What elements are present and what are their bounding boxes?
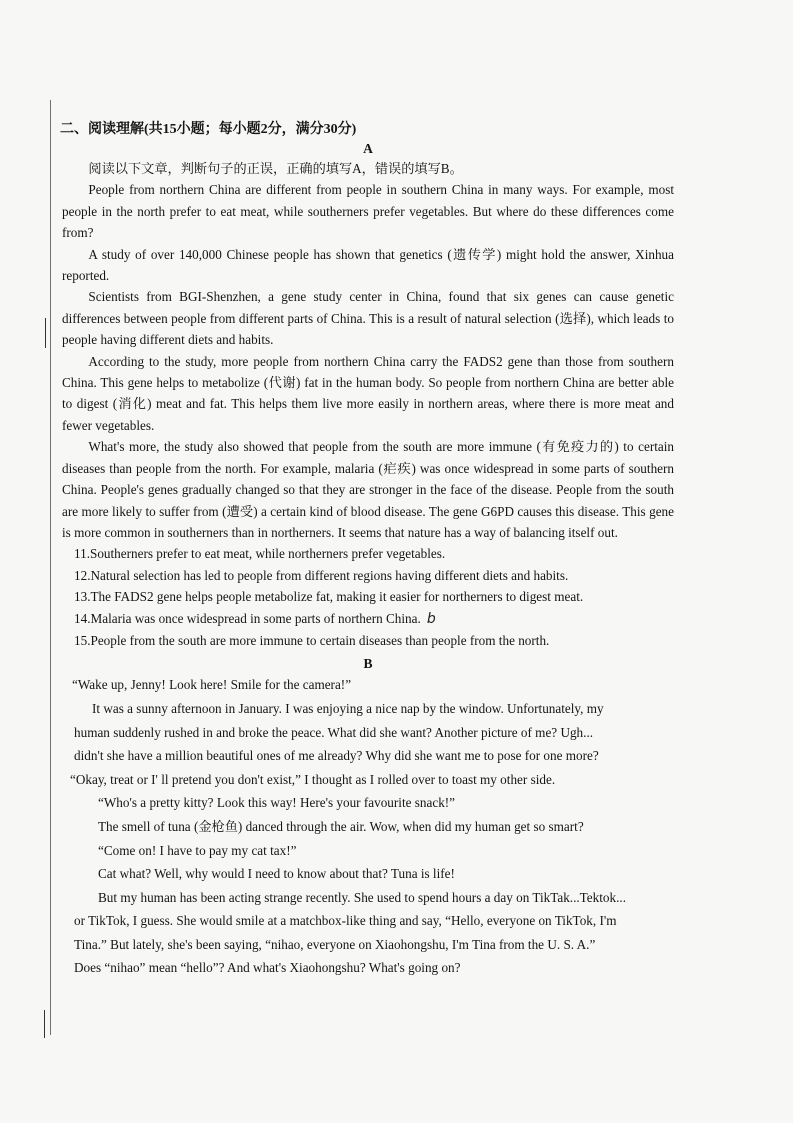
passage-b-line: “Who's a pretty kitty? Look this way! Here's your favourite snack!”: [98, 795, 456, 811]
passage-b-line: Does “nihao” mean “hello”? And what's Xiaohongshu? What's going on?: [74, 960, 461, 976]
passage-a-paragraph: A study of over 140,000 Chinese people has shown that genetics (遗传学) might hold the answer, Xinhua reported.: [62, 246, 674, 284]
question-14-text: 14.Malaria was once widespread in some parts of northern China.: [74, 610, 421, 626]
section-heading: 二、阅读理解(共15小题；每小题2分，满分30分): [60, 122, 357, 137]
passage-b-line: or TikTok, I guess. She would smile at a matchbox-like thing and say, “Hello, everyone on TikTok, I'm: [74, 913, 617, 929]
question-13: 13.The FADS2 gene helps people metabolize fat, making it easier for northerners to digest meat.: [74, 589, 584, 605]
instruction: 阅读以下文章，判断句子的正误，正确的填写A，错误的填写B。: [88, 161, 463, 176]
question-12: 12.Natural selection has led to people from different regions having different diets and habits.: [74, 567, 569, 583]
question-15: 15.People from the south are more immune to certain diseases than people from the north.: [74, 632, 550, 648]
passage-b-line: Cat what? Well, why would I need to know about that? Tuna is life!: [98, 866, 455, 882]
passage-b-line: “Come on! I have to pay my cat tax!”: [98, 842, 297, 858]
passage-b-line: But my human has been acting strange recently. She used to spend hours a day on TikTak...Tektok...: [98, 889, 626, 905]
passage-b-line: It was a sunny afternoon in January. I was enjoying a nice nap by the window. Unfortunately, my: [92, 700, 604, 716]
passage-b-line: The smell of tuna (金枪鱼) danced through the air. Wow, when did my human get so smart?: [98, 818, 584, 834]
passage-a-paragraph: According to the study, more people from northern China carry the FADS2 gene than those from southern China. This gene helps to metabolize (代谢) fat in the human body. So people from northern China are better able to digest (消化) meat and fat. This helps them live more easily in northern areas, where there is more meat and fewer vegetables.: [62, 353, 674, 433]
question-14: [62, 608, 674, 630]
margin-mark: [45, 318, 46, 348]
exam-page: [62, 118, 674, 980]
passage-a-paragraph: People from northern China are different from people in southern China in many ways. For example, most people in the north prefer to eat meat, while southerners prefer vegetables. But where do these differences come from?: [62, 182, 674, 241]
margin-mark: [44, 1010, 45, 1038]
handwritten-answer-mark: b: [426, 610, 436, 627]
passage-b-label: B: [363, 656, 373, 672]
passage-b-line: “Okay, treat or I' ll pretend you don't exist,” I thought as I rolled over to toast my other side.: [70, 771, 556, 787]
passage-b-line: didn't she have a million beautiful ones of me already? Why did she want me to pose for one more?: [74, 748, 599, 764]
question-11: 11.Southerners prefer to eat meat, while northerners prefer vegetables.: [74, 546, 446, 562]
passage-b-line: “Wake up, Jenny! Look here! Smile for the camera!”: [72, 677, 352, 693]
passage-b-line: human suddenly rushed in and broke the peace. What did she want? Another picture of me? Ugh...: [74, 724, 594, 740]
passage-a-paragraph: What's more, the study also showed that people from the south are more immune (有免疫力的) to certain diseases than people from the north. For example, malaria (疟疾) was once widespread in some parts of southern China. People's genes gradually changed so that they are stronger in the face of the disease. People from the south are more likely to suffer from (遭受) a certain kind of blood disease. The gene G6PD causes this disease. This gene is more common in southerners than in northerners. It seems that nature has a way of balancing itself out.: [62, 439, 674, 540]
margin-line: [50, 100, 51, 1035]
passage-a-label: A: [363, 141, 373, 156]
passage-a-paragraph: Scientists from BGI-Shenzhen, a gene study center in China, found that six genes can cause genetic differences between people from different parts of China. This is a result of natural selection (选择), which leads to people having different diets and habits.: [62, 289, 674, 348]
passage-b-line: Tina.” But lately, she's been saying, “nihao, everyone on Xiaohongshu, I'm Tina from the U. S. A.”: [74, 936, 596, 952]
